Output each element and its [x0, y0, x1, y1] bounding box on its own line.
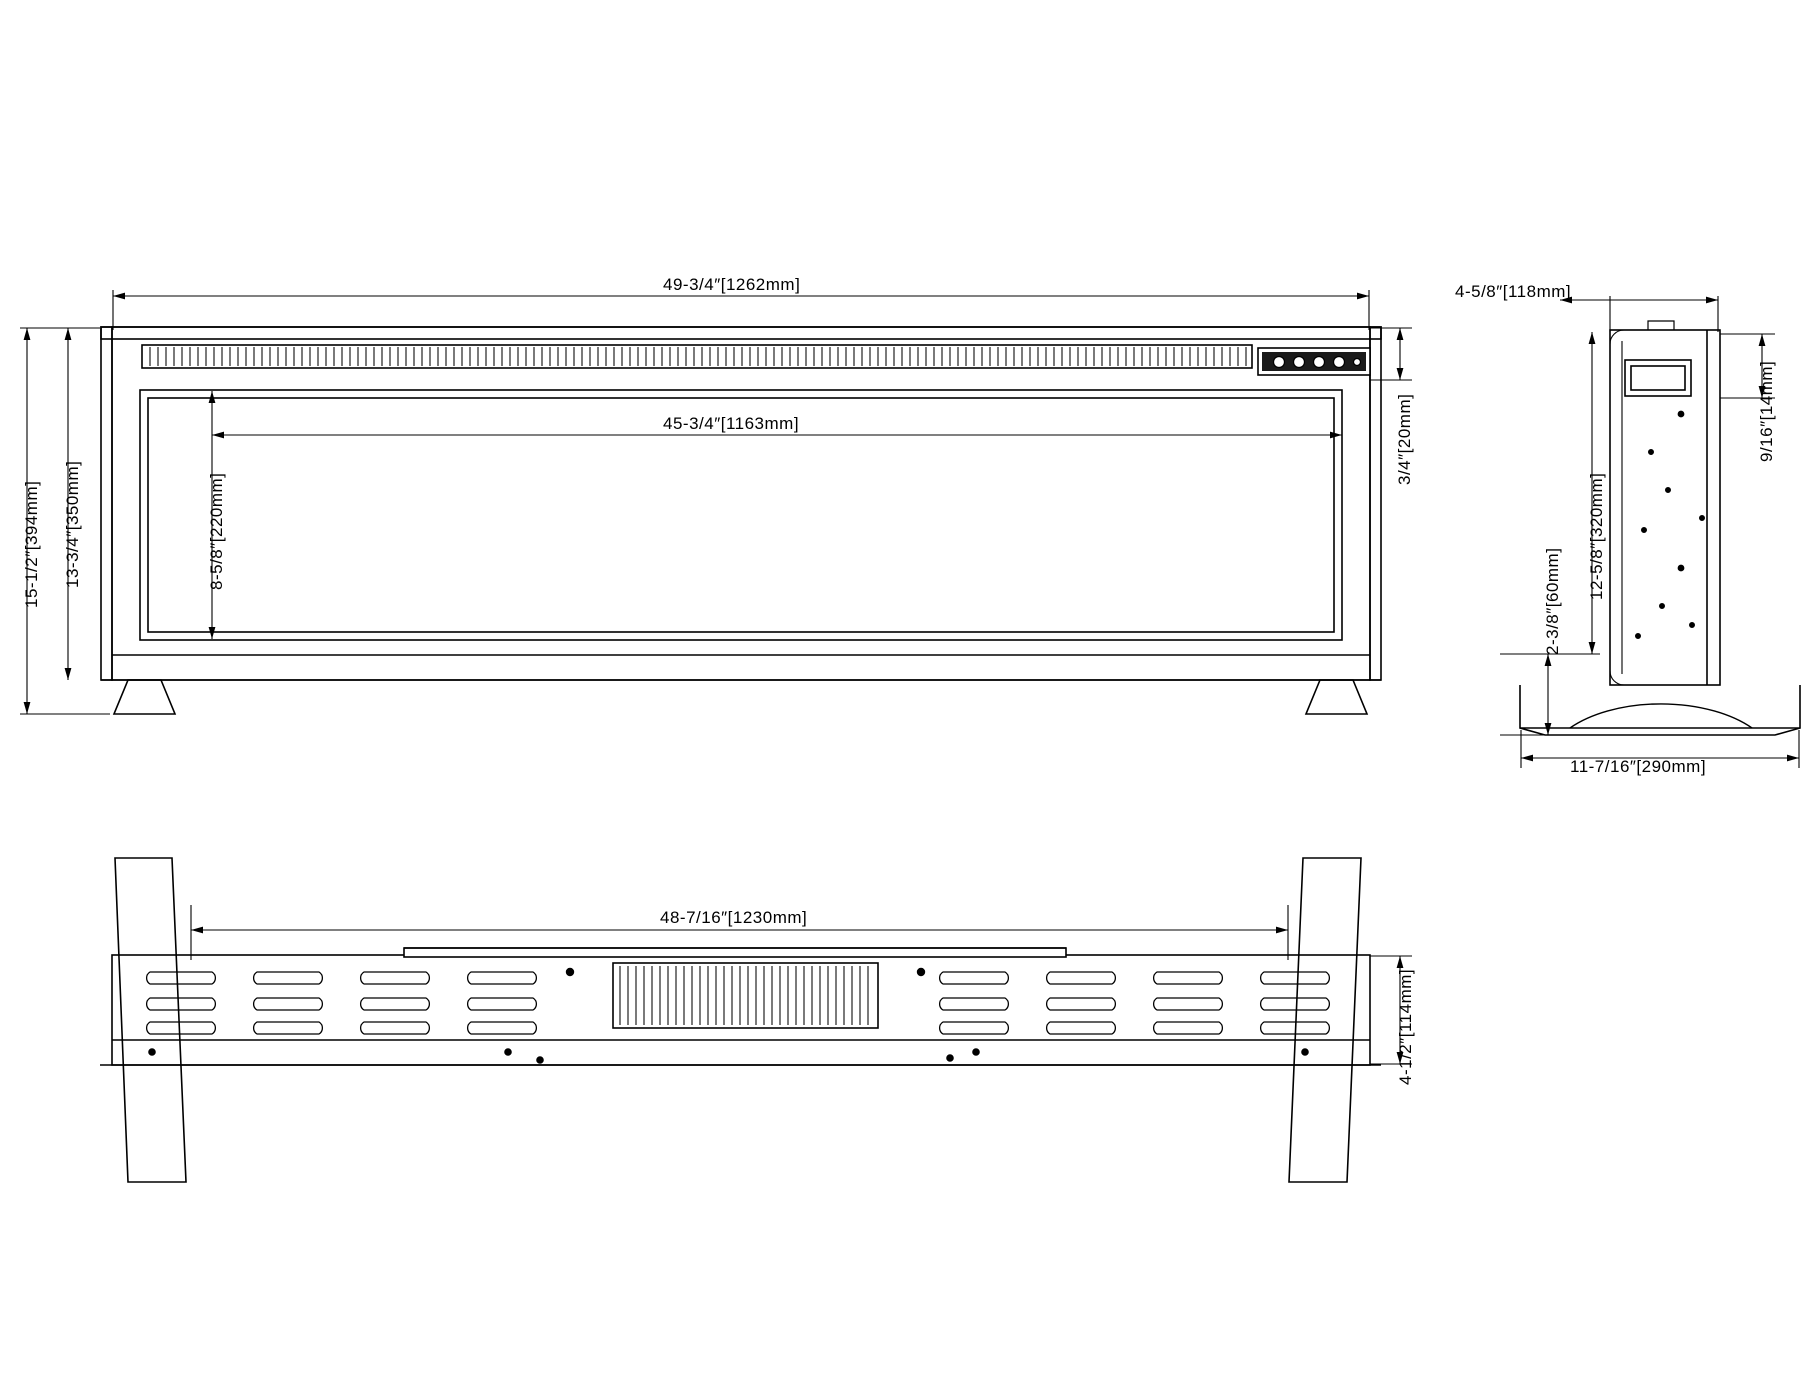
top-plan-view	[100, 858, 1381, 1182]
dim-front-glass-height: 8-5/8″[220mm]	[207, 472, 226, 590]
control-panel	[1258, 348, 1370, 375]
dim-front-overall-width: 49-3/4″[1262mm]	[663, 275, 801, 294]
dim-side-base-width: 11-7/16″[290mm]	[1570, 757, 1707, 776]
dim-side-depth: 4-5/8″[118mm]	[1455, 282, 1572, 301]
dim-side-body-height: 12-5/8″[320mm]	[1587, 472, 1606, 600]
dim-front-top-trim: 3/4″[20mm]	[1395, 393, 1414, 485]
front-elevation-view	[101, 327, 1381, 714]
dim-front-glass-width: 45-3/4″[1163mm]	[663, 414, 800, 433]
dim-front-overall-height: 15-1/2″[394mm]	[22, 480, 41, 608]
dim-top-depth: 4-1/2″[114mm]	[1396, 968, 1415, 1085]
dim-side-leg-height: 2-3/8″[60mm]	[1543, 547, 1562, 655]
dim-top-width: 48-7/16″[1230mm]	[660, 908, 808, 927]
dim-front-body-height: 13-3/4″[350mm]	[63, 460, 82, 588]
front-view-dimensions	[20, 290, 1412, 714]
dim-side-display-height: 9/16″[14mm]	[1757, 360, 1776, 462]
